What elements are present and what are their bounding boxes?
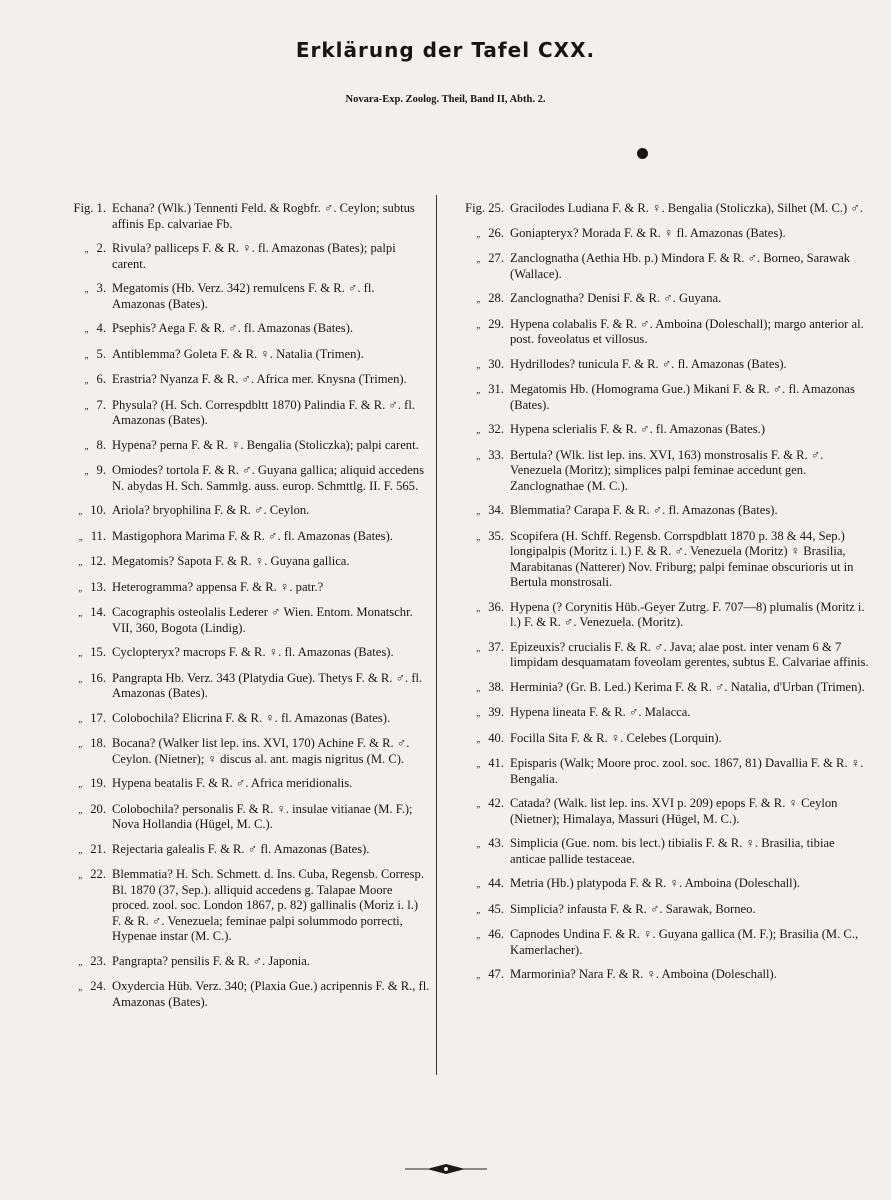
figure-entry xyxy=(448,422,872,439)
figure-number: „ 29. xyxy=(476,316,504,331)
figure-entry xyxy=(448,251,872,282)
figure-entry xyxy=(448,876,872,893)
figure-number: „ 2. xyxy=(84,241,106,255)
figure-entry xyxy=(448,291,872,308)
figure-number: „ 42. xyxy=(476,796,504,810)
figure-number: „ 20. xyxy=(78,801,106,816)
figure-description: Erastria? Nyanza F. & R. ♂. Africa mer. Knysna (Trimen). xyxy=(112,372,407,386)
figure-number: „ 13. xyxy=(78,579,106,594)
figure-number: „ 45. xyxy=(476,901,504,916)
figure-entry xyxy=(448,600,872,631)
figure-entry xyxy=(20,372,430,389)
printer-ornament-icon xyxy=(405,1161,487,1180)
figure-description: Capnodes Undina F. & R. ♀. Guyana gallica (M. F.); Brasilia (M. C., Kamerlacher). xyxy=(510,927,859,957)
figure-description: Megatomis (Hb. Verz. 342) remulcens F. & R. ♂. fl. Amazonas (Bates). xyxy=(112,281,375,311)
figure-entry xyxy=(448,317,872,348)
figure-entry xyxy=(20,281,430,312)
figure-number: „ 11. xyxy=(78,528,106,543)
figure-entry xyxy=(448,796,872,827)
page-subtitle: Novara-Exp. Zoolog. Theil, Band II, Abth. 2. xyxy=(345,94,546,105)
figure-description: Scopifera (H. Schff. Regensb. Corrspdblatt 1870 p. 38 & 44, Sep.) longipalpis (Moritz i. l.) F. & R. ♂. Venezuela (Moritz) ♀ Brasilia, Marabitanas (Natterer) Nov. Friburg; palpi feminae obscurioris ut in Bertula monstrosali. xyxy=(510,528,854,589)
figure-description: Ariola? bryophilina F. & R. ♂. Ceylon. xyxy=(112,503,310,517)
figure-entry xyxy=(448,448,872,495)
figure-number: „ 3. xyxy=(84,281,106,295)
figure-number: „ 44. xyxy=(476,876,504,890)
figure-entry xyxy=(20,954,430,971)
figure-description: Catada? (Walk. list lep. ins. XVI p. 209) epops F. & R. ♀ Ceylon (Nietner); Himalaya, Massuri (Hügel, M. C.). xyxy=(510,796,838,826)
figure-number: „ 38. xyxy=(476,679,504,694)
figure-number: „ 43. xyxy=(476,836,504,850)
figure-entry xyxy=(448,226,872,243)
figure-entry xyxy=(20,605,430,636)
figure-description: Colobochila? personalis F. & R. ♀. insulae vitianae (M. F.); Nova Hollandia (Hügel, M. C.). xyxy=(112,801,413,831)
figure-number: „ 32. xyxy=(476,422,504,436)
figure-number: „ 15. xyxy=(78,645,106,659)
figure-entry xyxy=(448,503,872,520)
figure-number: „ 5. xyxy=(84,346,106,361)
figure-entry xyxy=(448,201,872,217)
figure-number: „ 8. xyxy=(84,437,106,452)
figure-number: „ 39. xyxy=(476,705,504,719)
figure-entry xyxy=(448,529,872,591)
figure-number: „ 30. xyxy=(476,356,504,371)
figure-entry xyxy=(448,357,872,374)
figure-number: „ 19. xyxy=(78,776,106,790)
figure-description: Bertula? (Wlk. list lep. ins. XVI, 163) monstrosalis F. & R. ♂. Venezuela (Moritz); simplices palpi feminae accedunt gen. Zanclognathae (M. C.). xyxy=(510,447,824,493)
figure-entry xyxy=(20,529,430,546)
figure-description: Blemmatia? Carapa F. & R. ♂. fl. Amazonas (Bates). xyxy=(510,503,778,517)
figure-entry xyxy=(20,842,430,859)
figure-entry xyxy=(448,680,872,697)
figure-entry xyxy=(448,640,872,671)
figure-description: Pangrapta Hb. Verz. 343 (Platydia Gue). Thetys F. & R. ♂. fl. Amazonas (Bates). xyxy=(112,670,423,700)
figure-number: Fig. 25. xyxy=(465,201,504,215)
figure-number: „ 9. xyxy=(84,463,106,477)
figure-entry xyxy=(448,705,872,722)
figure-entry xyxy=(448,382,872,413)
figure-description: Zanclognatha? Denisi F. & R. ♂. Guyana. xyxy=(510,291,722,305)
figure-entry xyxy=(20,867,430,945)
figure-description: Pangrapta? pensilis F. & R. ♂. Japonia. xyxy=(112,953,311,968)
figure-number: „ 6. xyxy=(84,372,106,386)
figure-entry xyxy=(20,802,430,833)
left-column xyxy=(20,201,430,1019)
figure-entry xyxy=(20,347,430,364)
figure-description: Epizeuxis? crucialis F. & R. ♂. Java; alae post. inter venam 6 & 7 limpidam desquamatam foveolam gerentes, subtus E. Calvariae affinis. xyxy=(510,639,869,669)
figure-entry xyxy=(20,503,430,520)
figure-description: Hypena? perna F. & R. ♀. Bengalia (Stoliczka); palpi carent. xyxy=(112,437,419,452)
figure-entry xyxy=(20,776,430,793)
figure-description: Hypena (? Corynitis Hüb.-Geyer Zutrg. F. 707—8) plumalis (Moritz i. l.) F. & R. ♂. Venezuela. (Moritz). xyxy=(510,599,865,629)
figure-number: „ 18. xyxy=(78,736,106,750)
figure-number: „ 47. xyxy=(476,967,504,981)
figure-description: Hypena sclerialis F. & R. ♂. fl. Amazonas (Bates.) xyxy=(510,422,766,436)
figure-entry xyxy=(20,321,430,338)
figure-entry xyxy=(20,463,430,494)
figure-number: „ 37. xyxy=(476,639,504,654)
figure-description: Rejectaria galealis F. & R. ♂ fl. Amazonas (Bates). xyxy=(112,841,370,856)
figure-description: Echana? (Wlk.) Tennenti Feld. & Rogbfr. ♂. Ceylon; subtus affinis Ep. calvariae Fb. xyxy=(112,201,415,231)
figure-description: Cacographis osteolalis Lederer ♂ Wien. Entom. Monatschr. VII, 360, Bogota (Lindig). xyxy=(112,605,413,635)
figure-description: Omiodes? tortola F. & R. ♂. Guyana gallica; aliquid accedens N. abydas H. Sch. Sammlg. auss. europ. Schmttlg. II. F. 565. xyxy=(112,463,425,493)
figure-number: „ 23. xyxy=(78,953,106,968)
figure-number: „ 24. xyxy=(78,979,106,993)
figure-description: Simplicia (Gue. nom. bis lect.) tibialis F. & R. ♀. Brasilia, tibiae anticae pallide testaceae. xyxy=(510,836,835,866)
figure-description: Simplicia? infausta F. & R. ♂. Sarawak, Borneo. xyxy=(510,901,756,916)
figure-description: Cyclopteryx? macrops F. & R. ♀. fl. Amazonas (Bates). xyxy=(112,645,394,659)
figure-number: „ 34. xyxy=(476,503,504,517)
page-title: Erklärung der Tafel CXX. xyxy=(295,38,596,62)
figure-entry xyxy=(20,398,430,429)
ink-spot-mark xyxy=(637,148,648,159)
figure-entry xyxy=(448,902,872,919)
figure-entry xyxy=(20,736,430,767)
figure-description: Megatomis? Sapota F. & R. ♀. Guyana gallica. xyxy=(112,554,350,568)
figure-number: „ 21. xyxy=(78,841,106,856)
figure-number: „ 31. xyxy=(476,382,504,396)
figure-number: „ 28. xyxy=(476,291,504,305)
figure-number: „ 26. xyxy=(476,225,504,240)
figure-number: „ 40. xyxy=(476,730,504,745)
figure-description: Hydrillodes? tunicula F. & R. ♂. fl. Amazonas (Bates). xyxy=(510,356,787,371)
figure-description: Episparis (Walk; Moore proc. zool. soc. 1867, 81) Davallia F. & R. ♀. Bengalia. xyxy=(510,756,864,786)
figure-description: Goniapteryx? Morada F. & R. ♀ fl. Amazonas (Bates). xyxy=(510,225,786,240)
figure-description: Gracilodes Ludiana F. & R. ♀. Bengalia (Stoliczka), Silhet (M. C.) ♂. xyxy=(510,201,863,215)
right-column xyxy=(448,201,872,993)
figure-entry xyxy=(20,438,430,455)
figure-number: „ 12. xyxy=(78,554,106,568)
figure-entry xyxy=(448,756,872,787)
figure-description: Mastigophora Marima F. & R. ♂. fl. Amazonas (Bates). xyxy=(112,528,393,543)
figure-description: Rivula? palliceps F. & R. ♀. fl. Amazonas (Bates); palpi carent. xyxy=(112,241,396,271)
figure-entry xyxy=(20,201,430,232)
figure-number: „ 16. xyxy=(78,670,106,685)
figure-description: Physula? (H. Sch. Correspdbltt 1870) Palindia F. & R. ♂. fl. Amazonas (Bates). xyxy=(112,397,415,427)
figure-number: „ 35. xyxy=(476,528,504,543)
figure-number: „ 41. xyxy=(476,756,504,770)
figure-description: Heterogramma? appensa F. & R. ♀. patr.? xyxy=(112,579,324,594)
figure-description: Bocana? (Walker list lep. ins. XVI, 170) Achine F. & R. ♂. Ceylon. (Nietner); ♀ discus al. ant. magis nigritus (M. C). xyxy=(112,736,410,766)
figure-entry xyxy=(20,979,430,1010)
figure-number: „ 27. xyxy=(476,251,504,265)
figure-number: „ 36. xyxy=(476,599,504,614)
figure-entry xyxy=(20,554,430,571)
figure-description: Megatomis Hb. (Homograma Gue.) Mikani F. & R. ♂. fl. Amazonas (Bates). xyxy=(510,382,855,412)
figure-description: Colobochila? Elicrina F. & R. ♀. fl. Amazonas (Bates). xyxy=(112,710,391,725)
figure-entry xyxy=(20,241,430,272)
figure-entry xyxy=(448,836,872,867)
figure-description: Hypena colabalis F. & R. ♂. Amboina (Doleschall); margo anterior al. post. foveolatus et villosus. xyxy=(510,316,864,346)
figure-description: Herminia? (Gr. B. Led.) Kerima F. & R. ♂. Natalia, d'Urban (Trimen). xyxy=(510,679,865,694)
figure-entry xyxy=(20,711,430,728)
figure-description: Blemmatia? H. Sch. Schmett. d. Ins. Cuba, Regensb. Corresp. Bl. 1870 (37, Sep.). alliquid accedens g. Talapae Moore proced. zool. soc. London 1867, p. 82) gallinalis (Moriz i. l.) F. & R. ♂. Venezuela; feminae palpi solummodo porrecti, Hypenae instar (M. C.). xyxy=(112,867,424,943)
figure-number: „ 4. xyxy=(84,321,106,335)
figure-entry xyxy=(20,671,430,702)
figure-number: „ 14. xyxy=(78,605,106,619)
figure-number: „ 46. xyxy=(476,927,504,941)
figure-number: Fig. 1. xyxy=(73,201,106,215)
figure-entry xyxy=(448,927,872,958)
figure-description: Psephis? Aega F. & R. ♂. fl. Amazonas (Bates). xyxy=(112,321,354,335)
figure-entry xyxy=(448,731,872,748)
figure-description: Hypena lineata F. & R. ♂. Malacca. xyxy=(510,705,691,719)
figure-description: Hypena beatalis F. & R. ♂. Africa meridionalis. xyxy=(112,776,353,790)
figure-number: „ 10. xyxy=(78,503,106,517)
figure-description: Oxydercia Hüb. Verz. 340; (Plaxia Gue.) acripennis F. & R., fl. Amazonas (Bates). xyxy=(112,979,430,1009)
figure-description: Metria (Hb.) platypoda F. & R. ♀. Amboina (Doleschall). xyxy=(510,876,800,890)
figure-number: „ 7. xyxy=(84,397,106,412)
figure-number: „ 17. xyxy=(78,710,106,725)
figure-number: „ 22. xyxy=(78,867,106,881)
figure-entry xyxy=(20,645,430,662)
figure-number: „ 33. xyxy=(476,447,504,462)
figure-description: Focilla Sita F. & R. ♀. Celebes (Lorquin). xyxy=(510,730,722,745)
figure-entry xyxy=(448,967,872,984)
figure-description: Antiblemma? Goleta F. & R. ♀. Natalia (Trimen). xyxy=(112,346,364,361)
figure-entry xyxy=(20,580,430,597)
figure-description: Zanclognatha (Aethia Hb. p.) Mindora F. & R. ♂. Borneo, Sarawak (Wallace). xyxy=(510,251,850,281)
column-divider xyxy=(436,195,437,1075)
figure-description: Marmorinia? Nara F. & R. ♀. Amboina (Doleschall). xyxy=(510,967,777,981)
